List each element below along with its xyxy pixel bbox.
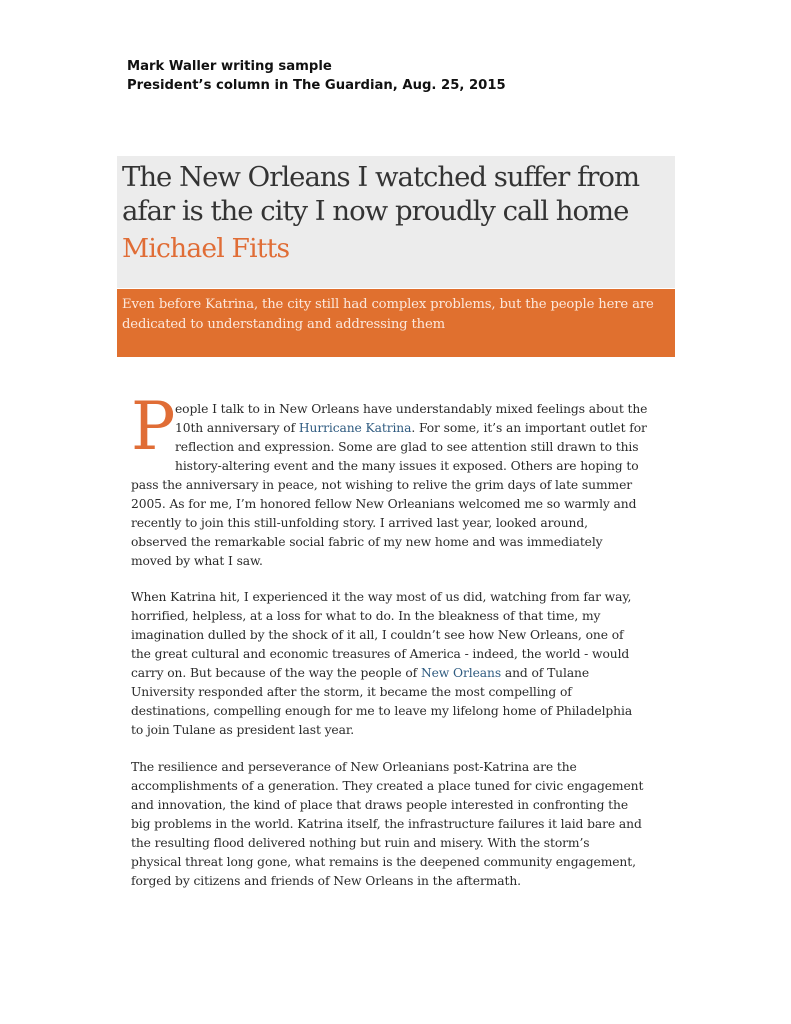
header-line-1: Mark Waller writing sample xyxy=(127,59,332,74)
p3-line: and innovation, the kind of place that draws people interested in confronting the xyxy=(131,798,628,812)
p3-line: accomplishments of a generation. They created a place tuned for civic engagement xyxy=(131,779,644,793)
p2-text: and of Tulane xyxy=(501,666,590,680)
paragraph-3 xyxy=(131,758,643,891)
p2-line: horrified, helpless, at a loss for what to do. In the bleakness of that time, my xyxy=(131,609,601,623)
article-body xyxy=(131,388,676,888)
p3-line: big problems in the world. Katrina itself, the infrastructure failures it laid bare and xyxy=(131,817,642,831)
paragraph-2 xyxy=(131,588,632,740)
paragraph-1 xyxy=(131,388,676,571)
headline xyxy=(122,160,672,228)
standfirst-box xyxy=(117,289,675,357)
headline-line-1: The New Orleans I watched suffer from xyxy=(122,161,640,193)
p1-line: pass the anniversary in peace, not wishing to relive the grim days of late summer xyxy=(131,478,633,492)
p2-line: the great cultural and economic treasures of America - indeed, the world - would xyxy=(131,647,630,661)
standfirst-line-1: Even before Katrina, the city still had complex problems, but the people here are xyxy=(122,297,654,312)
p3-line: The resilience and perseverance of New Orleanians post-Katrina are the xyxy=(131,760,577,774)
sample-header xyxy=(127,57,727,95)
p1-line: reflection and expression. Some are glad to see attention still drawn to this xyxy=(175,440,639,454)
p2-line xyxy=(131,664,632,683)
p3-line: the resulting flood delivered nothing but ruin and misery. With the storm’s xyxy=(131,836,590,850)
p2-line: When Katrina hit, I experienced it the way most of us did, watching from far way, xyxy=(131,590,632,604)
p1-line: moved by what I saw. xyxy=(131,554,263,568)
p2-line: University responded after the storm, it became the most compelling of xyxy=(131,685,572,699)
p3-line: physical threat long gone, what remains is the deepened community engagement, xyxy=(131,855,636,869)
headline-line-2: afar is the city I now proudly call home xyxy=(122,195,629,227)
p2-text: carry on. But because of the way the people of xyxy=(131,666,421,680)
p1-line: history-altering event and the many issues it exposed. Others are hoping to xyxy=(175,459,639,473)
new-orleans-link[interactable]: New Orleans xyxy=(420,666,502,680)
p3-line: forged by citizens and friends of New Orleans in the aftermath. xyxy=(131,874,521,888)
headline-box xyxy=(117,156,675,288)
drop-cap: P xyxy=(131,388,176,465)
hurricane-katrina-link[interactable]: Hurricane Katrina xyxy=(298,421,412,435)
p2-line: imagination dulled by the shock of it all, I couldn’t see how New Orleans, one of xyxy=(131,628,624,642)
header-line-2: President’s column in The Guardian, Aug. 25, 2015 xyxy=(127,78,506,93)
p1-line: recently to join this still-unfolding story. I arrived last year, looked around, xyxy=(131,516,588,530)
p1-text: . For some, it’s an important outlet for xyxy=(411,421,647,435)
p2-line: destinations, compelling enough for me to leave my lifelong home of Philadelphia xyxy=(131,704,633,718)
p1-line: 2005. As for me, I’m honored fellow New Orleanians welcomed me so warmly and xyxy=(131,497,637,511)
standfirst-text xyxy=(122,295,674,335)
p1-line: observed the remarkable social fabric of my new home and was immediately xyxy=(131,535,603,549)
p2-line: to join Tulane as president last year. xyxy=(131,723,355,737)
p1-text: 10th anniversary of xyxy=(175,421,299,435)
byline-author: Michael Fitts xyxy=(122,233,290,264)
p1-line: eople I talk to in New Orleans have understandably mixed feelings about the xyxy=(175,402,648,416)
p1-line xyxy=(131,419,676,438)
standfirst-line-2: dedicated to understanding and addressing them xyxy=(122,317,445,332)
